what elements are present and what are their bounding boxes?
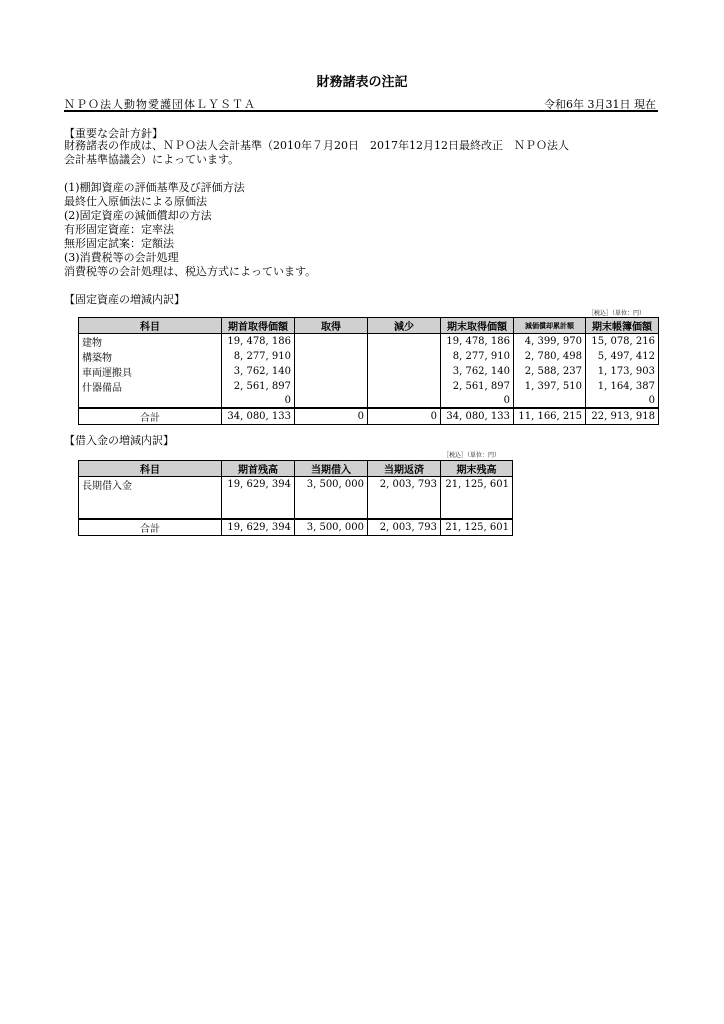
fixed-assets-table	[78, 317, 659, 425]
cell: 8, 277, 910	[441, 349, 514, 364]
cell: 19, 629, 394	[222, 477, 295, 493]
organization-name: ＮＰＯ法人動物愛護団体ＬＹＳＴＡ	[64, 98, 256, 111]
cell: 0	[222, 394, 295, 408]
col-header: 期末帳簿価額	[586, 318, 659, 334]
cell: 2, 561, 897	[222, 379, 295, 394]
cell: 0	[295, 408, 368, 425]
cell: 車両運搬具	[79, 364, 222, 379]
policy-line: 最終仕入原価法による原価法	[64, 195, 207, 208]
table-row	[79, 477, 513, 493]
cell	[368, 394, 441, 408]
policy-line: (1)棚卸資産の評価基準及び評価方法	[64, 181, 245, 194]
policy-line: 有形固定資産：定率法	[64, 223, 174, 236]
cell: 2, 780, 498	[514, 349, 586, 364]
cell	[79, 492, 222, 505]
cell: 長期借入金	[79, 477, 222, 493]
cell	[295, 379, 368, 394]
cell: 21, 125, 601	[441, 519, 513, 536]
col-header: 科目	[79, 318, 222, 334]
fixed-assets-unit-note: ［税込］（単位：円）	[588, 310, 646, 317]
cell	[295, 492, 368, 505]
cell: 19, 478, 186	[441, 334, 514, 350]
cell	[295, 505, 368, 519]
cell: 2, 003, 793	[368, 519, 441, 536]
cell: 3, 762, 140	[222, 364, 295, 379]
cell	[368, 364, 441, 379]
cell: 4, 399, 970	[514, 334, 586, 350]
cell: 8, 277, 910	[222, 349, 295, 364]
cell: 34, 080, 133	[441, 408, 514, 425]
cell: 合計	[79, 519, 222, 536]
borrowings-heading: 【借入金の増減内訳】	[64, 434, 174, 447]
as-of-date: 令和6年 3月31日 現在	[544, 98, 656, 111]
cell: 19, 478, 186	[222, 334, 295, 350]
cell	[295, 364, 368, 379]
table-header-row	[79, 461, 513, 477]
page-title: 財務諸表の注記	[316, 75, 408, 90]
header-divider	[64, 110, 658, 112]
cell	[441, 492, 513, 505]
cell: 0	[586, 394, 659, 408]
cell: 建物	[79, 334, 222, 350]
cell: 2, 003, 793	[368, 477, 441, 493]
table-header-row	[79, 318, 659, 334]
borrowings-table	[78, 460, 513, 536]
cell	[441, 505, 513, 519]
cell: 2, 588, 237	[514, 364, 586, 379]
cell: 19, 629, 394	[222, 519, 295, 536]
col-header: 減少	[368, 318, 441, 334]
cell	[368, 379, 441, 394]
cell	[368, 349, 441, 364]
cell: 3, 500, 000	[295, 477, 368, 493]
table-row	[79, 492, 513, 505]
cell: 5, 497, 412	[586, 349, 659, 364]
cell: 0	[368, 408, 441, 425]
cell	[222, 505, 295, 519]
cell	[295, 394, 368, 408]
cell	[295, 349, 368, 364]
cell: 34, 080, 133	[222, 408, 295, 425]
borrowings-unit-note: ［税込］（単位：円）	[443, 452, 501, 459]
cell	[222, 492, 295, 505]
cell	[368, 492, 441, 505]
policy-line: 無形固定試案：定額法	[64, 237, 174, 250]
cell	[368, 334, 441, 350]
cell: 什器備品	[79, 379, 222, 394]
cell: 11, 166, 215	[514, 408, 586, 425]
cell: 1, 164, 387	[586, 379, 659, 394]
cell: 3, 500, 000	[295, 519, 368, 536]
col-header: 取得	[295, 318, 368, 334]
policy-line: (2)固定資産の減価償却の方法	[64, 209, 212, 222]
col-header: 科目	[79, 461, 222, 477]
cell	[79, 505, 222, 519]
table-row	[79, 379, 659, 394]
col-header: 当期借入	[295, 461, 368, 477]
cell: 1, 173, 903	[586, 364, 659, 379]
col-header: 期末取得価額	[441, 318, 514, 334]
cell	[79, 394, 222, 408]
table-row	[79, 364, 659, 379]
col-header: 期首取得価額	[222, 318, 295, 334]
col-header: 減価償却累計額	[514, 318, 586, 334]
policy-heading: 【重要な会計方針】	[64, 127, 163, 140]
policy-line: 財務諸表の作成は、ＮＰＯ法人会計基準（2010年７月20日 2017年12月12日最終改正 ＮＰＯ法人	[64, 139, 569, 152]
col-header: 当期返済	[368, 461, 441, 477]
cell: 3, 762, 140	[441, 364, 514, 379]
total-row	[79, 408, 659, 425]
table-row	[79, 394, 659, 408]
cell	[295, 334, 368, 350]
cell	[368, 505, 441, 519]
cell: 22, 913, 918	[586, 408, 659, 425]
table-row	[79, 349, 659, 364]
cell: 0	[441, 394, 514, 408]
cell: 1, 397, 510	[514, 379, 586, 394]
cell	[514, 394, 586, 408]
cell: 合計	[79, 408, 222, 425]
policy-line: 会計基準協議会）によっています。	[64, 153, 240, 166]
cell: 構築物	[79, 349, 222, 364]
col-header: 期末残高	[441, 461, 513, 477]
total-row	[79, 519, 513, 536]
cell: 21, 125, 601	[441, 477, 513, 493]
table-row	[79, 334, 659, 350]
table-row	[79, 505, 513, 519]
policy-line: (3)消費税等の会計処理	[64, 251, 179, 264]
fixed-assets-heading: 【固定資産の増減内訳】	[64, 293, 185, 306]
cell: 2, 561, 897	[441, 379, 514, 394]
policy-line: 消費税等の会計処理は、税込方式によっています。	[64, 265, 317, 278]
col-header: 期首残高	[222, 461, 295, 477]
cell: 15, 078, 216	[586, 334, 659, 350]
